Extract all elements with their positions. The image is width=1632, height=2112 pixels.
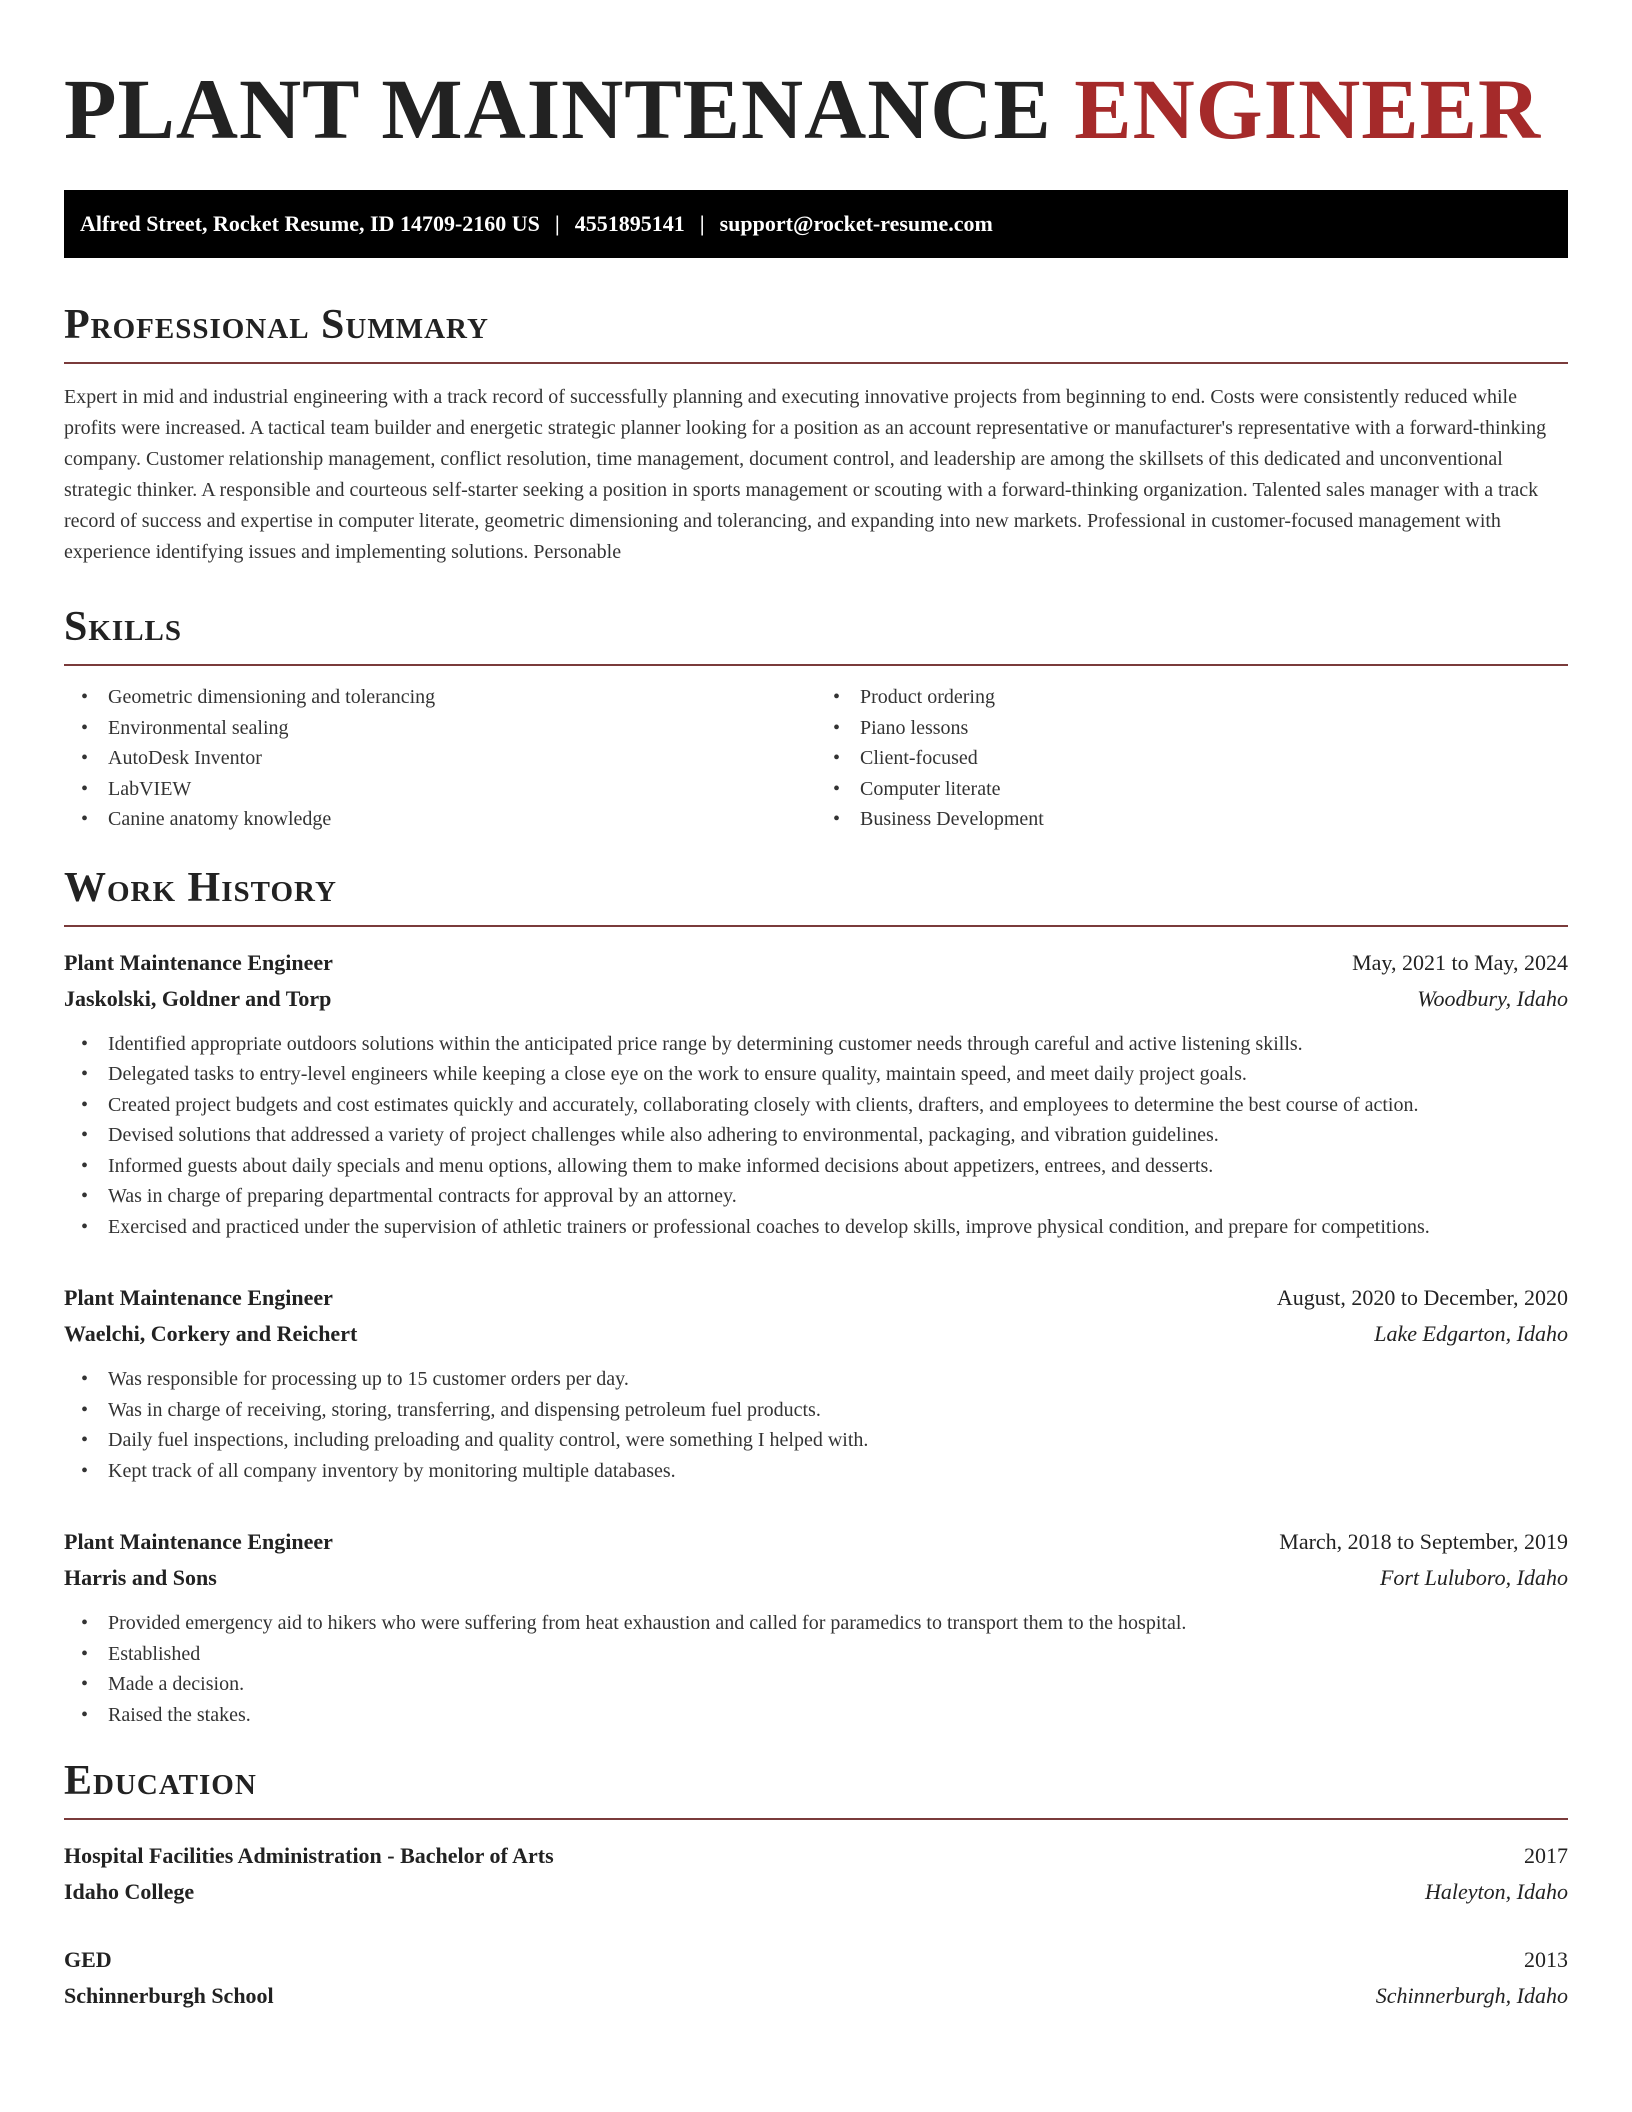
education-heading: Education [64, 1758, 257, 1804]
job-bullet: • Delegated tasks to entry-level engineers while keeping a close eye on the work to ensure quality, maintain speed, and meet daily project goals. [64, 1059, 1568, 1090]
education-year: 2017 [1524, 1843, 1568, 1868]
skill-item: • Environmental sealing [64, 713, 816, 744]
job-bullet: • Daily fuel inspections, including preloading and quality control, were something I helped with. [64, 1425, 1568, 1456]
skills-list-right [816, 682, 1568, 835]
job-bullet: • Established [64, 1639, 1568, 1670]
job-title-row [64, 945, 1568, 981]
job-bullets [64, 1364, 1568, 1486]
job-location: Lake Edgarton, Idaho [1374, 1321, 1568, 1346]
education-year: 2013 [1524, 1947, 1568, 1972]
education-location: Schinnerburgh, Idaho [1375, 1983, 1568, 2008]
job-dates: May, 2021 to May, 2024 [1352, 949, 1568, 975]
contact-phone[interactable]: 4551895141 [574, 211, 685, 236]
job-entry [64, 1280, 1568, 1486]
title-main: PLANT MAINTENANCE [64, 61, 1052, 157]
job-bullet: • Was in charge of receiving, storing, transferring, and dispensing petroleum fuel products. [64, 1395, 1568, 1426]
education-degree-row [64, 1942, 1568, 1978]
contact-bar [64, 190, 1568, 258]
skill-item: • Product ordering [816, 682, 1568, 713]
job-bullet: • Provided emergency aid to hikers who were suffering from heat exhaustion and called for paramedics to transport them to the hospital. [64, 1608, 1568, 1639]
job-bullet: • Was in charge of preparing departmental contracts for approval by an attorney. [64, 1181, 1568, 1212]
skill-item: • Business Development [816, 804, 1568, 835]
work-history-section [64, 864, 1568, 1731]
job-company: Harris and Sons [64, 1565, 217, 1590]
job-bullet: • Exercised and practiced under the supervision of athletic trainers or professional coaches to develop skills, improve physical condition, and prepare for competitions. [64, 1212, 1568, 1243]
job-title: Plant Maintenance Engineer [64, 1285, 333, 1310]
education-school-row [64, 1978, 1568, 2014]
job-company-row [64, 1560, 1568, 1596]
education-entry [64, 1942, 1568, 2014]
job-title-row [64, 1280, 1568, 1316]
job-bullets [64, 1608, 1568, 1730]
job-bullet: • Identified appropriate outdoors solutions within the anticipated price range by determining customer needs through careful and active listening skills. [64, 1029, 1568, 1060]
education-school-row [64, 1874, 1568, 1910]
education-degree: Hospital Facilities Administration - Bachelor of Arts [64, 1843, 554, 1868]
job-bullet: • Informed guests about daily specials and menu options, allowing them to make informed decisions about appetizers, entrees, and desserts. [64, 1151, 1568, 1182]
job-bullet: • Made a decision. [64, 1669, 1568, 1700]
education-degree: GED [64, 1947, 112, 1972]
education-school: Schinnerburgh School [64, 1983, 274, 2008]
skills-section [64, 606, 1568, 835]
job-company-row [64, 1316, 1568, 1352]
contact-email[interactable]: support@rocket-resume.com [719, 211, 993, 236]
section-divider [64, 664, 1568, 666]
education-section [64, 1760, 1568, 2014]
job-company: Jaskolski, Goldner and Torp [64, 985, 332, 1011]
job-title: Plant Maintenance Engineer [64, 1529, 333, 1554]
education-degree-row [64, 1838, 1568, 1874]
job-entry [64, 945, 1568, 1243]
skill-item: • LabVIEW [64, 774, 816, 805]
education-location: Haleyton, Idaho [1425, 1879, 1568, 1904]
skill-item: • AutoDesk Inventor [64, 743, 816, 774]
job-dates: August, 2020 to December, 2020 [1276, 1285, 1568, 1310]
skills-list-left [64, 682, 816, 835]
skills-heading: Skills [64, 604, 183, 650]
summary-text: Expert in mid and industrial engineering with a track record of successfully planning and executing innovative projects from beginning to end. Costs were consistently reduced while profits were increased. A tactical team builder and energetic strategic planner looking for a position as an account representative or manufacturer's representative with a forward-thinking company. Customer relationship management, conflict resolution, time management, document control, and leadership are among the skillsets of this dedicated and unconventional strategic thinker. A responsible and courteous self-starter seeking a position in sports management or scouting with a forward-thinking organization. Talented sales manager with a track record of success and expertise in computer literate, geometric dimensioning and tolerancing, and expanding into new markets. Professional in customer-focused management with experience identifying issues and implementing solutions. Personable [64, 386, 1547, 563]
summary-heading: Professional Summary [64, 302, 489, 348]
skill-item: • Computer literate [816, 774, 1568, 805]
contact-address: Alfred Street, Rocket Resume, ID 14709-2160 US [80, 211, 540, 236]
job-bullet: • Raised the stakes. [64, 1700, 1568, 1731]
job-location: Woodbury, Idaho [1417, 985, 1568, 1011]
job-company: Waelchi, Corkery and Reichert [64, 1321, 358, 1346]
job-entry [64, 1524, 1568, 1730]
contact-separator: | [699, 211, 705, 236]
education-school: Idaho College [64, 1879, 195, 1904]
skill-item: • Piano lessons [816, 713, 1568, 744]
job-bullets [64, 1029, 1568, 1243]
job-location: Fort Luluboro, Idaho [1379, 1565, 1568, 1590]
section-divider [64, 362, 1568, 364]
skill-item: • Canine anatomy knowledge [64, 804, 816, 835]
job-bullet: • Was responsible for processing up to 15 customer orders per day. [64, 1364, 1568, 1395]
contact-separator: | [554, 211, 560, 236]
job-title-row [64, 1524, 1568, 1560]
job-title: Plant Maintenance Engineer [64, 949, 333, 975]
skills-columns [64, 682, 1568, 835]
skill-item: • Client-focused [816, 743, 1568, 774]
education-entry [64, 1838, 1568, 1910]
section-divider [64, 925, 1568, 927]
job-bullet: • Created project budgets and cost estimates quickly and accurately, collaborating closely with clients, drafters, and employees to determine the best course of action. [64, 1090, 1568, 1121]
summary-section [64, 304, 1568, 568]
job-company-row [64, 981, 1568, 1017]
title-accent: ENGINEER [1074, 61, 1542, 157]
section-divider [64, 1818, 1568, 1820]
job-bullet: • Devised solutions that addressed a variety of project challenges while also adhering to environmental, packaging, and vibration guidelines. [64, 1120, 1568, 1151]
work-history-heading: Work History [64, 864, 337, 911]
job-dates: March, 2018 to September, 2019 [1279, 1529, 1568, 1554]
job-bullet: • Kept track of all company inventory by monitoring multiple databases. [64, 1456, 1568, 1487]
skill-item: • Geometric dimensioning and tolerancing [64, 682, 816, 713]
resume-title [64, 61, 1568, 157]
